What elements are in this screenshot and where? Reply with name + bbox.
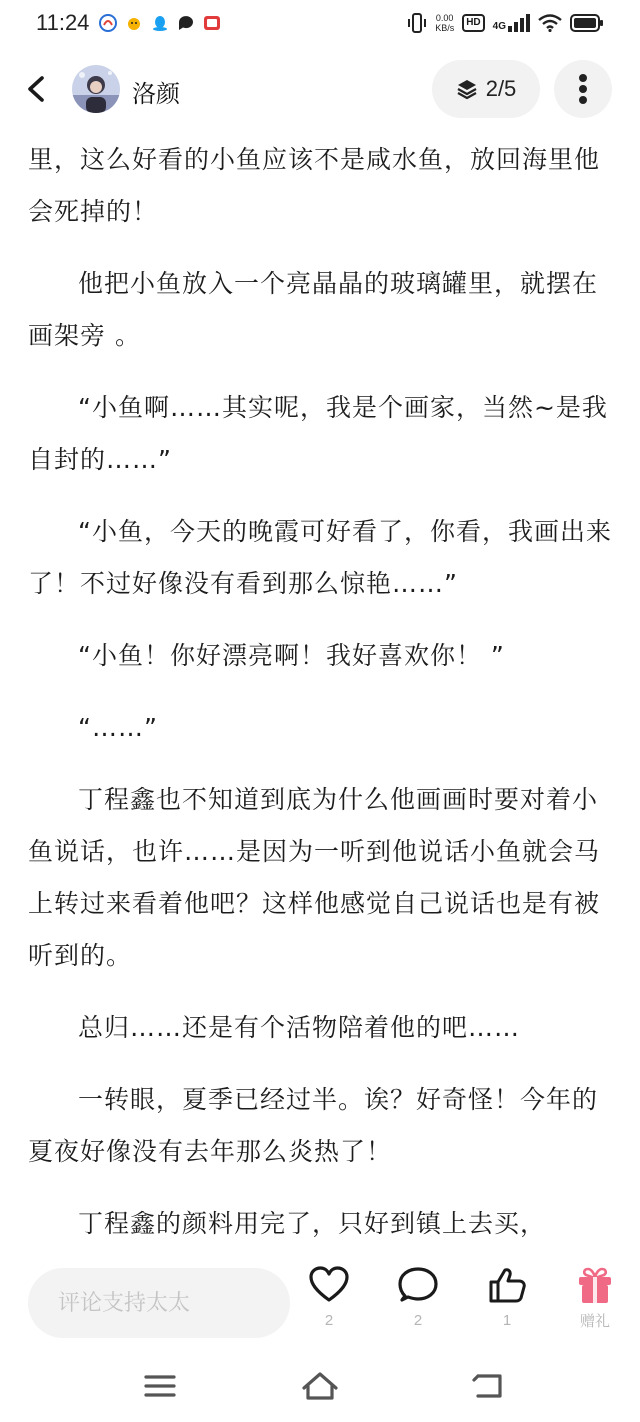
wifi-icon <box>538 14 562 32</box>
hd-badge: HD <box>462 14 484 32</box>
menu-icon <box>138 1366 182 1406</box>
more-button[interactable] <box>554 60 612 118</box>
status-time: 11:24 <box>36 10 90 35</box>
paragraph: “小鱼啊……其实呢，我是个画家，当然~是我自封的……” <box>28 393 608 474</box>
like-button[interactable] <box>299 1266 359 1346</box>
paragraph: 丁程鑫也不知道到底为什么他画画时要对着小鱼说话，也许……是因为一听到他说话小鱼就会马上转过来看着他吧？这样他感觉自己说话也是有被听到的。 <box>28 785 601 970</box>
app-icon-2 <box>124 13 144 33</box>
net-speed <box>435 13 454 33</box>
status-bar <box>0 0 640 52</box>
status-right-icons <box>407 12 604 34</box>
battery-icon <box>570 14 604 32</box>
comment-bubble-icon <box>398 1266 438 1304</box>
page-indicator-button[interactable] <box>432 60 540 118</box>
paragraph: “小鱼，今天的晚霞可好看了，你看，我画出来了！不过好像没有看到那么惊艳……” <box>28 517 612 598</box>
net-speed-unit: KB/s <box>435 23 455 33</box>
comment-count: 2 <box>413 1312 423 1329</box>
message-icon <box>176 13 196 33</box>
home-icon <box>298 1366 342 1406</box>
network-type: 4G <box>492 21 506 32</box>
bottom-action-bar <box>0 1262 640 1350</box>
qq-icon <box>150 13 170 33</box>
more-vertical-icon <box>578 73 588 105</box>
nav-back-button[interactable] <box>466 1366 510 1406</box>
signal-bars-icon <box>508 14 530 32</box>
layers-icon <box>456 78 478 100</box>
gift-button[interactable] <box>565 1266 625 1346</box>
gift-icon <box>575 1266 615 1306</box>
back-button[interactable] <box>22 70 52 108</box>
nav-home-button[interactable] <box>298 1366 342 1406</box>
heart-icon <box>309 1266 349 1304</box>
thumbs-up-button[interactable] <box>477 1266 537 1346</box>
avatar-image <box>72 65 120 113</box>
chevron-left-icon <box>22 70 52 108</box>
page-count: 2/5 <box>485 76 517 101</box>
thumbs-up-count: 1 <box>502 1312 512 1329</box>
system-nav-bar <box>0 1352 640 1422</box>
nav-menu-button[interactable] <box>138 1366 182 1406</box>
comment-button[interactable] <box>388 1266 448 1346</box>
thumbs-up-icon <box>487 1266 527 1304</box>
paragraph: “小鱼！你好漂亮啊！我好喜欢你！ ” <box>78 641 505 670</box>
app-icon-1 <box>98 13 118 33</box>
status-app-icons <box>98 13 222 33</box>
header-bar <box>0 56 640 122</box>
like-count: 2 <box>324 1312 334 1329</box>
paragraph: 丁程鑫的颜料用完了，只好到镇上去买， <box>78 1209 547 1238</box>
author-avatar[interactable] <box>72 65 120 113</box>
author-name[interactable]: 洛颜 <box>132 80 180 108</box>
paragraph: 里，这么好看的小鱼应该不是咸水鱼，放回海里他会死掉的！ <box>28 145 601 226</box>
cell-signal-icon <box>493 14 530 32</box>
gift-label: 赠礼 <box>579 1312 610 1330</box>
comment-input[interactable] <box>28 1268 290 1338</box>
back-icon <box>466 1366 510 1406</box>
vibrate-icon <box>407 12 427 34</box>
net-speed-value: 0.00 <box>435 13 454 23</box>
gift-box-icon <box>202 13 222 33</box>
article-body <box>28 134 618 1256</box>
paragraph: “……” <box>78 713 158 742</box>
paragraph: 一转眼，夏季已经过半。诶？好奇怪！今年的夏夜好像没有去年那么炎热了！ <box>28 1085 599 1166</box>
paragraph: 他把小鱼放入一个亮晶晶的玻璃罐里，就摆在画架旁 。 <box>28 269 599 350</box>
paragraph: 总归……还是有个活物陪着他的吧…… <box>78 1013 521 1042</box>
